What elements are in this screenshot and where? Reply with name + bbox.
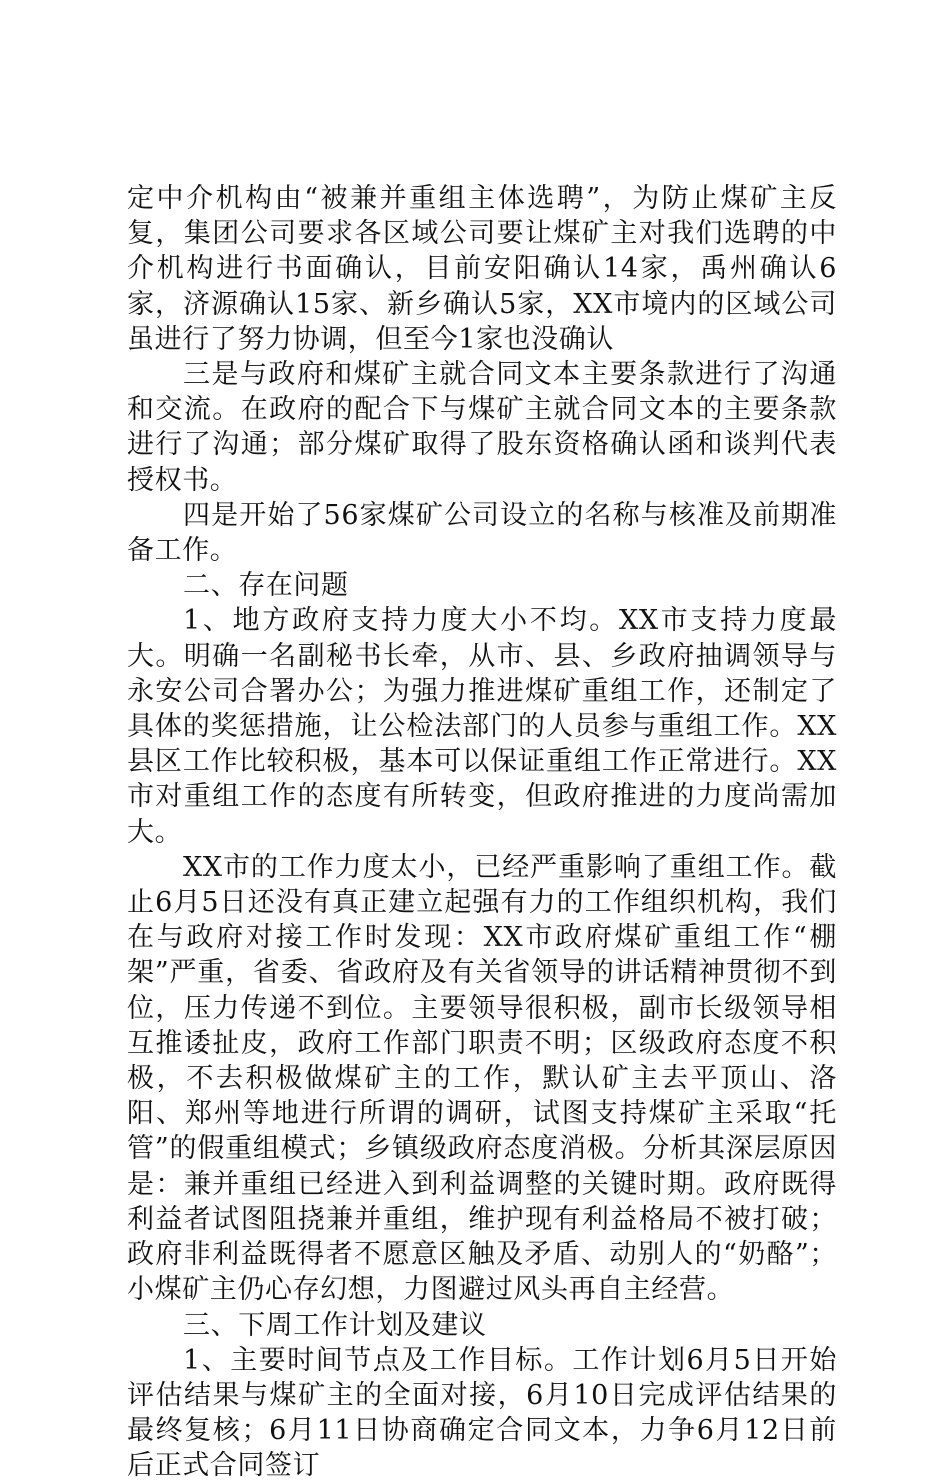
section-heading-next-week-plan: 三、下周工作计划及建议 [183,1309,487,1341]
paragraph-company-setup: 四是开始了56家煤矿公司设立的名称与核准及前期准备工作。 [127,499,837,567]
paragraph-city-work-intensity: XX市的工作力度太小，已经严重影响了重组工作。截止6月5日还没有真正建立起强有力的工作组织机构，我们在与政府对接工作时发现：XX市政府煤矿重组工作“棚架”严重，省委、省政府及有关省领导的讲话精神贯彻不到位，压力传递不到位。主要领导很积极，副市长级领导相互推诿扯皮，政府工作部门职责不明；区级政府态度不积极，不去积极做煤矿主的工作，默认矿主去平顶山、洛阳、郑州等地进行所谓的调研，试图支持煤矿主采取“托管”的假重组模式；乡镇级政府态度消极。分析其深层原因是：兼并重组已经进入到利益调整的关键时期。政府既得利益者试图阻挠兼并重组，维护现有利益格局不被打破；政府非利益既得者不愿意区触及矛盾、动别人的“奶酪”；小煤矿主仍心存幻想，力图避过风头再自主经营。 [127,851,837,1306]
section-heading-problems: 二、存在问题 [183,570,349,602]
paragraph-time-nodes: 1、主要时间节点及工作目标。工作计划6月5日开始评估结果与煤矿主的全面对接，6月10日完成评估结果的最终复核；6月11日协商确定合同文本，力争6月12日前后正式合同签订 [127,1344,837,1482]
paragraph-contract-communication: 三是与政府和煤矿主就合同文本主要条款进行了沟通和交流。在政府的配合下与煤矿主就合同文本的主要条款进行了沟通；部分煤矿取得了股东资格确认函和谈判代表授权书。 [127,359,837,496]
paragraph-government-support: 1、地方政府支持力度大小不均。XX市支持力度最大。明确一名副秘书长牵，从市、县、乡政府抽调领导与永安公司合署办公；为强力推进煤矿重组工作，还制定了具体的奖惩措施，让公检法部门的人员参与重组工作。XX县区工作比较积极，基本可以保证重组工作正常进行。XX市对重组工作的态度有所转变，但政府推进的力度尚需加大。 [127,605,837,848]
paragraph-intermediary-confirmation: 定中介机构由“被兼并重组主体选聘”，为防止煤矿主反复，集团公司要求各区域公司要让煤矿主对我们选聘的中介机构进行书面确认，目前安阳确认14家，禹州确认6家，济源确认15家、新乡确认5家，XX市境内的区域公司虽进行了努力协调，但至今1家也没确认 [127,183,837,355]
document-body [127,181,837,1484]
